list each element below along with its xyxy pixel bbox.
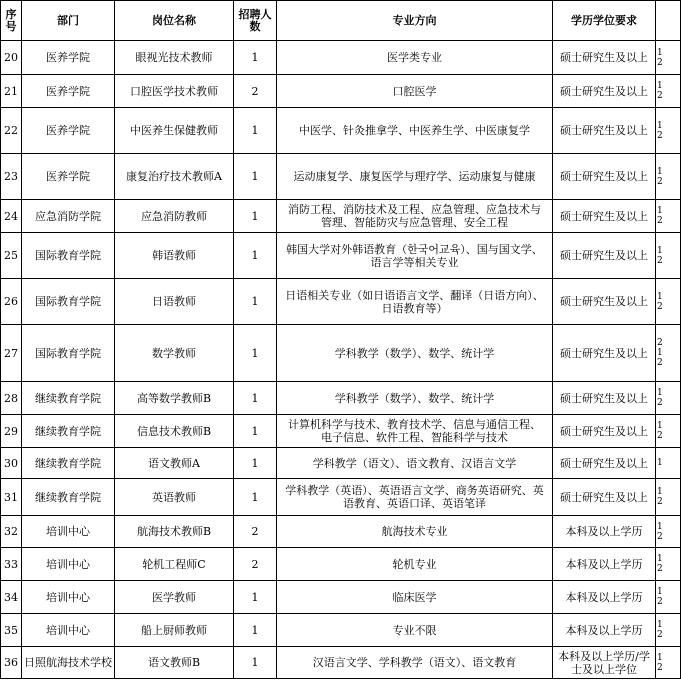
cell-no: 32 — [1, 516, 22, 548]
cell-no: 34 — [1, 581, 22, 614]
cell-degree: 硕士研究生及以上 — [553, 415, 656, 448]
cell-degree: 本科及以上学历 — [553, 548, 656, 581]
cell-position: 日语教师 — [115, 279, 234, 325]
cell-dept: 国际教育学院 — [22, 233, 115, 279]
cell-major: 学科教学（数学）、数学、统计学 — [277, 382, 553, 415]
header-dept: 部门 — [22, 1, 115, 41]
table-row — [1, 233, 681, 279]
cell-position: 语文教师B — [115, 647, 234, 679]
cell-extra: 2 1 2 — [656, 325, 681, 382]
cell-position: 眼视光技术教师 — [115, 41, 234, 75]
cell-num: 2 — [234, 75, 277, 108]
cell-dept: 医养学院 — [22, 75, 115, 108]
header-extra — [656, 1, 681, 41]
cell-degree: 本科及以上学历 — [553, 581, 656, 614]
cell-position: 英语教师 — [115, 479, 234, 516]
cell-extra: 1 2 — [656, 75, 681, 108]
cell-dept: 医养学院 — [22, 108, 115, 154]
cell-position: 高等数学教师B — [115, 382, 234, 415]
cell-no: 28 — [1, 382, 22, 415]
cell-extra: 1 2 — [656, 647, 681, 679]
cell-position: 语文教师A — [115, 448, 234, 479]
cell-major: 日语相关专业（如日语语言文学、翻译（日语方向）、日语教育等） — [277, 279, 553, 325]
cell-position: 口腔医学技术教师 — [115, 75, 234, 108]
cell-position: 应急消防教师 — [115, 200, 234, 233]
cell-degree: 本科及以上学历/学士及以上学位 — [553, 647, 656, 679]
table-row — [1, 200, 681, 233]
cell-num: 1 — [234, 479, 277, 516]
cell-no: 35 — [1, 614, 22, 647]
cell-dept: 国际教育学院 — [22, 279, 115, 325]
cell-extra: 1 — [656, 448, 681, 479]
cell-no: 33 — [1, 548, 22, 581]
cell-degree: 硕士研究生及以上 — [553, 200, 656, 233]
cell-extra: 1 2 — [656, 233, 681, 279]
cell-dept: 继续教育学院 — [22, 448, 115, 479]
table-row — [1, 581, 681, 614]
cell-position: 韩语教师 — [115, 233, 234, 279]
cell-major: 医学类专业 — [277, 41, 553, 75]
cell-extra: 1 2 — [656, 516, 681, 548]
cell-dept: 继续教育学院 — [22, 479, 115, 516]
table-row — [1, 448, 681, 479]
cell-dept: 国际教育学院 — [22, 325, 115, 382]
table-row — [1, 516, 681, 548]
cell-num: 1 — [234, 415, 277, 448]
cell-num: 1 — [234, 614, 277, 647]
cell-extra: 1 2 — [656, 548, 681, 581]
cell-no: 22 — [1, 108, 22, 154]
cell-num: 1 — [234, 279, 277, 325]
cell-extra: 1 2 — [656, 108, 681, 154]
cell-dept: 培训中心 — [22, 548, 115, 581]
cell-dept: 培训中心 — [22, 516, 115, 548]
cell-num: 1 — [234, 200, 277, 233]
cell-major: 韩国大学对外韩语教育（한국어교육）、国与国文学、语言学等相关专业 — [277, 233, 553, 279]
cell-dept: 医养学院 — [22, 154, 115, 200]
table-row — [1, 75, 681, 108]
cell-no: 24 — [1, 200, 22, 233]
cell-num: 1 — [234, 233, 277, 279]
cell-position: 航海技术教师B — [115, 516, 234, 548]
cell-major: 航海技术专业 — [277, 516, 553, 548]
cell-degree: 硕士研究生及以上 — [553, 41, 656, 75]
cell-degree: 硕士研究生及以上 — [553, 154, 656, 200]
cell-num: 2 — [234, 548, 277, 581]
header-degree: 学历学位要求 — [553, 1, 656, 41]
cell-extra: 1 2 — [656, 154, 681, 200]
cell-no: 36 — [1, 647, 22, 679]
cell-degree: 硕士研究生及以上 — [553, 325, 656, 382]
cell-dept: 继续教育学院 — [22, 382, 115, 415]
cell-major: 口腔医学 — [277, 75, 553, 108]
table-row — [1, 325, 681, 382]
cell-no: 25 — [1, 233, 22, 279]
cell-no: 21 — [1, 75, 22, 108]
cell-degree: 本科及以上学历 — [553, 516, 656, 548]
cell-position: 信息技术教师B — [115, 415, 234, 448]
table-row — [1, 108, 681, 154]
cell-major: 汉语言文学、学科教学（语文）、语文教育 — [277, 647, 553, 679]
cell-extra: 1 2 — [656, 415, 681, 448]
cell-num: 1 — [234, 581, 277, 614]
cell-major: 消防工程、消防技术及工程、应急管理、应急技术与管理、智能防灾与应急管理、安全工程 — [277, 200, 553, 233]
header-position: 岗位名称 — [115, 1, 234, 41]
cell-major: 运动康复学、康复医学与理疗学、运动康复与健康 — [277, 154, 553, 200]
cell-degree: 硕士研究生及以上 — [553, 233, 656, 279]
cell-extra: 1 2 — [656, 200, 681, 233]
cell-position: 康复治疗技术教师A — [115, 154, 234, 200]
table-row — [1, 41, 681, 75]
cell-no: 30 — [1, 448, 22, 479]
cell-num: 1 — [234, 41, 277, 75]
table-body — [1, 41, 681, 679]
cell-no: 29 — [1, 415, 22, 448]
cell-no: 31 — [1, 479, 22, 516]
cell-dept: 继续教育学院 — [22, 415, 115, 448]
cell-degree: 硕士研究生及以上 — [553, 448, 656, 479]
table-row — [1, 647, 681, 679]
cell-major: 轮机专业 — [277, 548, 553, 581]
cell-extra: 1 2 — [656, 581, 681, 614]
cell-degree: 硕士研究生及以上 — [553, 382, 656, 415]
cell-major: 中医学、针灸推拿学、中医养生学、中医康复学 — [277, 108, 553, 154]
cell-num: 1 — [234, 448, 277, 479]
cell-no: 23 — [1, 154, 22, 200]
cell-num: 1 — [234, 154, 277, 200]
cell-no: 27 — [1, 325, 22, 382]
cell-dept: 应急消防学院 — [22, 200, 115, 233]
cell-major: 临床医学 — [277, 581, 553, 614]
cell-position: 轮机工程师C — [115, 548, 234, 581]
cell-position: 船上厨师教师 — [115, 614, 234, 647]
cell-position: 数学教师 — [115, 325, 234, 382]
cell-num: 1 — [234, 647, 277, 679]
cell-major: 计算机科学与技术、教育技术学、信息与通信工程、电子信息、软件工程、智能科学与技术 — [277, 415, 553, 448]
cell-num: 1 — [234, 108, 277, 154]
cell-extra: 1 2 — [656, 479, 681, 516]
cell-dept: 培训中心 — [22, 581, 115, 614]
cell-no: 26 — [1, 279, 22, 325]
table-row — [1, 154, 681, 200]
cell-degree: 硕士研究生及以上 — [553, 75, 656, 108]
cell-position: 中医养生保健教师 — [115, 108, 234, 154]
cell-position: 医学教师 — [115, 581, 234, 614]
cell-degree: 硕士研究生及以上 — [553, 279, 656, 325]
cell-extra: 1 2 — [656, 279, 681, 325]
table-row — [1, 479, 681, 516]
header-no: 序号 — [1, 1, 22, 41]
cell-degree: 硕士研究生及以上 — [553, 479, 656, 516]
cell-major: 学科教学（数学）、数学、统计学 — [277, 325, 553, 382]
cell-dept: 医养学院 — [22, 41, 115, 75]
table-row — [1, 382, 681, 415]
header-major: 专业方向 — [277, 1, 553, 41]
cell-major: 学科教学（语文）、语文教育、汉语言文学 — [277, 448, 553, 479]
cell-extra: 1 2 — [656, 614, 681, 647]
cell-num: 1 — [234, 382, 277, 415]
table-row — [1, 548, 681, 581]
table-row — [1, 279, 681, 325]
cell-degree: 本科及以上学历 — [553, 614, 656, 647]
cell-degree: 硕士研究生及以上 — [553, 108, 656, 154]
cell-dept: 日照航海技术学校 — [22, 647, 115, 679]
cell-num: 2 — [234, 516, 277, 548]
cell-no: 20 — [1, 41, 22, 75]
header-row — [1, 1, 681, 41]
cell-major: 专业不限 — [277, 614, 553, 647]
cell-major: 学科教学（英语）、英语语言文学、商务英语研究、英语教育、英语口译、英语笔译 — [277, 479, 553, 516]
cell-extra: 1 2 — [656, 41, 681, 75]
cell-dept: 培训中心 — [22, 614, 115, 647]
header-num: 招聘人数 — [234, 1, 277, 41]
table-row — [1, 614, 681, 647]
cell-num: 1 — [234, 325, 277, 382]
cell-extra: 1 2 — [656, 382, 681, 415]
table-row — [1, 415, 681, 448]
